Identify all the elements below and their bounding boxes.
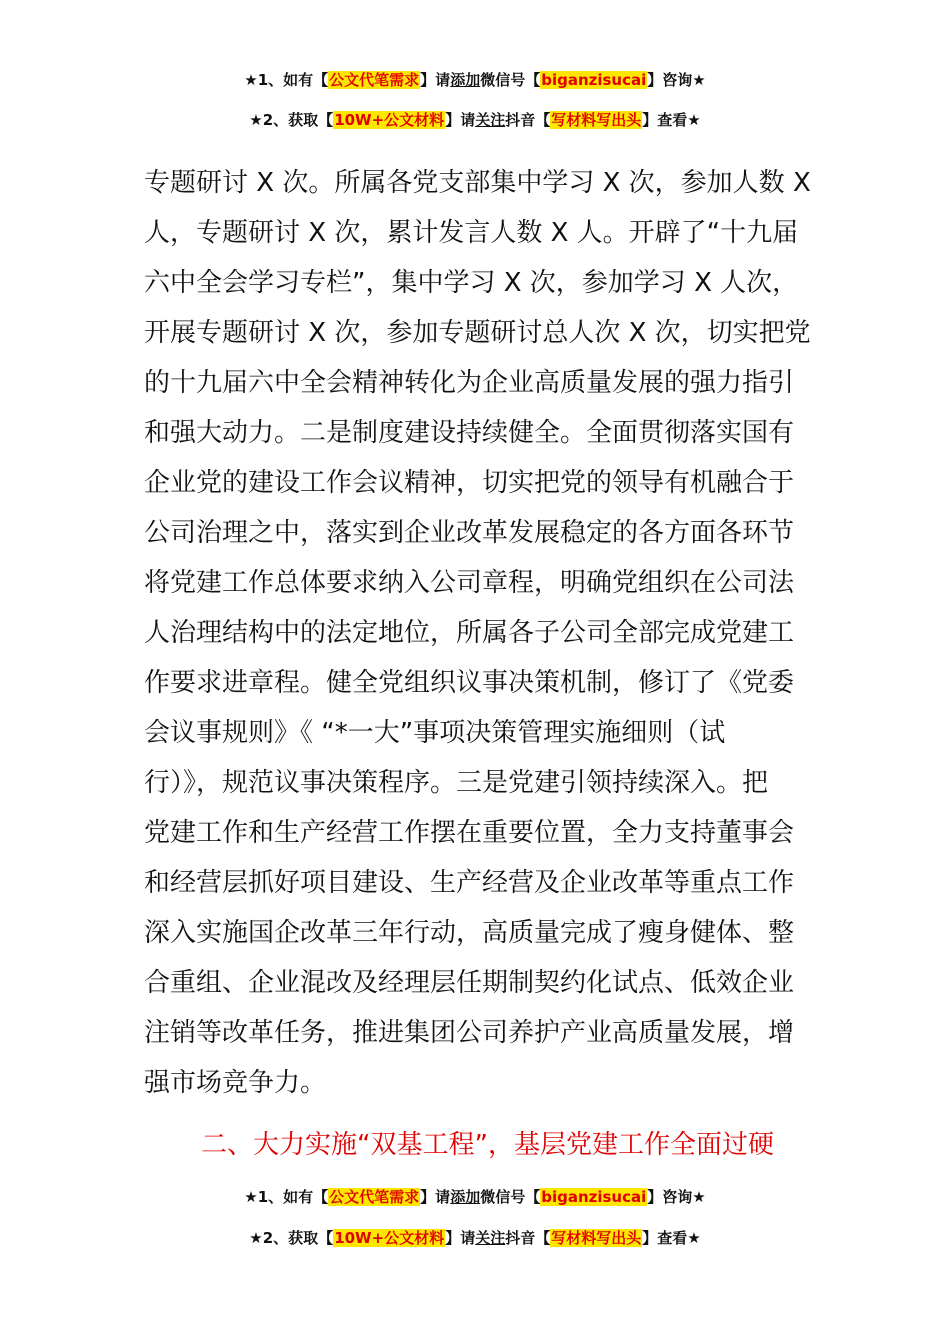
body-line: 企业党的建设工作会议精神，切实把党的领导有机融合于 bbox=[144, 468, 795, 498]
body-line: 和经营层抓好项目建设、生产经营及企业改革等重点工作 bbox=[144, 868, 795, 898]
body-line: 会议事规则》《 “*一大”事项决策管理实施细则（试 bbox=[144, 718, 726, 748]
highlight-text: 公文代笔需求 bbox=[329, 71, 420, 89]
banner-text: 】咨询★ bbox=[647, 71, 706, 89]
highlight-text: 公文代笔需求 bbox=[329, 1188, 420, 1206]
douyin-highlight: 写材料写出头 bbox=[551, 111, 642, 129]
body-line: 行）》，规范议事决策程序。三是党建引领持续深入。把 bbox=[144, 768, 769, 798]
body-line: 人，专题研讨 X 次，累计发言人数 X 人。开辟了“十九届 bbox=[144, 218, 799, 248]
banner-text: 微信号【 bbox=[480, 71, 541, 89]
banner-text: 抖音【 bbox=[505, 111, 551, 129]
body-line: 强市场竞争力。 bbox=[144, 1068, 327, 1098]
body-line: 的十九届六中全会精神转化为企业高质量发展的强力指引 bbox=[144, 368, 795, 398]
underlined-text: 添加 bbox=[450, 1188, 481, 1206]
banner-line-2-bottom bbox=[0, 1227, 950, 1249]
banner-line-2 bbox=[0, 109, 950, 131]
highlight-text: 10W+公文材料 bbox=[334, 1229, 445, 1247]
banner-text: 】请 bbox=[420, 71, 451, 89]
underlined-text: 关注 bbox=[475, 1229, 506, 1247]
wechat-id-highlight: biganzisucai bbox=[541, 1188, 647, 1206]
banner-text: ★1、如有【 bbox=[244, 71, 329, 89]
section-heading: 二、大力实施“双基工程”，基层党建工作全面过硬 bbox=[201, 1130, 774, 1160]
body-line: 专题研讨 X 次。所属各党支部集中学习 X 次，参加人数 X bbox=[144, 168, 811, 198]
banner-text: ★2、获取【 bbox=[249, 1229, 334, 1247]
wechat-id-highlight: biganzisucai bbox=[541, 71, 647, 89]
body-line: 注销等改革任务，推进集团公司养护产业高质量发展，增 bbox=[144, 1018, 795, 1048]
banner-text: 】咨询★ bbox=[647, 1188, 706, 1206]
body-line: 党建工作和生产经营工作摆在重要位置，全力支持董事会 bbox=[144, 818, 795, 848]
body-line: 深入实施国企改革三年行动，高质量完成了瘦身健体、整 bbox=[144, 918, 795, 948]
underlined-text: 添加 bbox=[450, 71, 481, 89]
banner-text: 抖音【 bbox=[505, 1229, 551, 1247]
underlined-text: 关注 bbox=[475, 111, 506, 129]
banner-text: 】查看★ bbox=[642, 111, 701, 129]
banner-text: 】请 bbox=[420, 1188, 451, 1206]
body-line: 和强大动力。二是制度建设持续健全。全面贯彻落实国有 bbox=[144, 418, 795, 448]
body-line: 六中全会学习专栏”，集中学习 X 次，参加学习 X 人次， bbox=[144, 268, 799, 298]
body-line: 开展专题研讨 X 次，参加专题研讨总人次 X 次，切实把党 bbox=[144, 318, 811, 348]
banner-line-1-bottom bbox=[0, 1186, 950, 1208]
banner-text: ★2、获取【 bbox=[249, 111, 334, 129]
body-line: 合重组、企业混改及经理层任期制契约化试点、低效企业 bbox=[144, 968, 795, 998]
body-line: 将党建工作总体要求纳入公司章程，明确党组织在公司法 bbox=[144, 568, 795, 598]
banner-text: ★1、如有【 bbox=[244, 1188, 329, 1206]
banner-text: 微信号【 bbox=[480, 1188, 541, 1206]
banner-text: 】请 bbox=[445, 1229, 476, 1247]
banner-text: 】请 bbox=[445, 111, 476, 129]
highlight-text: 10W+公文材料 bbox=[334, 111, 445, 129]
banner-line-1 bbox=[0, 69, 950, 91]
douyin-highlight: 写材料写出头 bbox=[551, 1229, 642, 1247]
banner-text: 】查看★ bbox=[642, 1229, 701, 1247]
body-line: 公司治理之中，落实到企业改革发展稳定的各方面各环节 bbox=[144, 518, 795, 548]
body-paragraph bbox=[144, 158, 814, 1108]
body-line: 作要求进章程。健全党组织议事决策机制，修订了《党委 bbox=[144, 668, 795, 698]
body-line: 人治理结构中的法定地位，所属各子公司全部完成党建工 bbox=[144, 618, 795, 648]
